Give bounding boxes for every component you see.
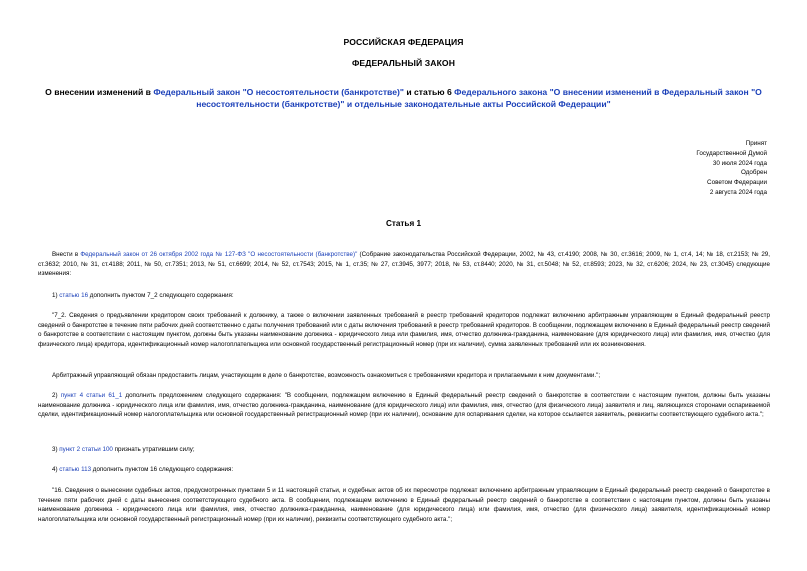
title-text-1: О внесении изменений в [45, 87, 154, 97]
approved-date: 2 августа 2024 года [709, 188, 767, 196]
item-4-number: 4) [52, 466, 60, 473]
article-heading: Статья 1 [385, 219, 422, 228]
item-2-text: дополнить предложением следующего содержания: "В сообщении, подлежащем включению в Единый федеральный реестр сведений о банкротстве в соответствии с настоящим пунктом, должны быть указаны наименование должника - юридического лица или фамилия, имя, отчество должника-гражданина, наименование (для юридического лица) или фамилия, имя, отчество (для физического лица) заявителя и лиц, являющихся сторонами оспариваемой сделки, идентификационный номер налогоплательщика или основной государственный регистрационный номер (при их наличии), основание для оспаривания сделки, на которое ссылается заявитель, реквизиты соответствующего судебного акта."; [38, 392, 770, 419]
item-3 [38, 445, 770, 455]
item-4-text: дополнить пунктом 16 следующего содержания: [91, 466, 234, 473]
item-2-number: 2) [52, 392, 61, 399]
intro-law-link[interactable]: Федеральный закон от 26 октября 2002 года № 127-ФЗ "О несостоятельности (банкротстве)" [80, 251, 358, 258]
item-3-number: 3) [52, 446, 60, 453]
approved-by: Советом Федерации [707, 179, 767, 187]
title-text-2: и статью 6 [403, 87, 455, 97]
quote-7-2-continued: Арбитражный управляющий обязан предоставить лицам, участвующим в деле о банкротстве, возможность ознакомиться с требованиями кредитора и прилагаемыми к ним документами."; [52, 372, 601, 379]
item-4 [38, 465, 770, 475]
adopted-by: Государственной Думой [696, 149, 767, 157]
item-1-number: 1) [52, 292, 60, 299]
approved-label: Одобрен [740, 169, 767, 177]
item-1-text: дополнить пунктом 7_2 следующего содержания: [88, 292, 234, 299]
item-3-link[interactable]: пункт 2 статьи 100 [59, 446, 113, 453]
adopted-label: Принят [745, 140, 767, 147]
title-link-amendment-law[interactable]: Федерального закона "О внесении изменений в Федеральный закон "О несостоятельности (банкротстве)" и отдельные законодательные акты Российской Федерации" [196, 87, 762, 109]
intro-paragraph [38, 250, 770, 279]
adoption-block [696, 139, 767, 198]
item-1-link[interactable]: статью 16 [59, 292, 89, 299]
item-2 [38, 391, 770, 420]
law-type-heading: ФЕДЕРАЛЬНЫЙ ЗАКОН [351, 58, 456, 68]
item-2-link[interactable]: пункт 4 статьи 61_1 [60, 392, 123, 399]
adopted-date: 30 июля 2024 года [712, 159, 767, 167]
title-link-bankruptcy-law[interactable]: Федеральный закон "О несостоятельности (банкротстве)" [153, 87, 404, 97]
quote-16: "16. Сведения о вынесении судебных актов, предусмотренных пунктами 5 и 11 настоящей статьи, и судебных актов об их пересмотре подлежат включению арбитражным управляющим в Единый федеральный реестр сведений о банкротстве в течение пяти рабочих дней с даты вынесения соответствующего судебного акта. В сообщении, подлежащем включению в Единый федеральный реестр сведений о банкротстве в соответствии с настоящим пунктом, должны быть указаны наименование должника - юридического лица или фамилия, имя, отчество должника-гражданина, наименование (для юридического лица) или фамилия, имя, отчество (для физического лица) заявителя, идентификационный номер налогоплательщика или основной государственный регистрационный номер (при их наличии), реквизиты соответствующего судебного акта."; [38, 487, 770, 523]
item-3-text: признать утратившим силу; [112, 446, 195, 453]
quote-7-2: "7_2. Сведения о предъявлении кредитором своих требований к должнику, а также о включении заявленных требований в реестр требований кредиторов подлежат включению арбитражным управляющим в Единый федеральный реестр сведений о банкротстве в течение пяти рабочих дней соответственно с даты получения требований или с даты включения требований в реестр требований кредиторов. В сообщении, подлежащем включению в Единый федеральный реестр сведений о банкротстве в соответствии с настоящим пунктом, должны быть указаны наименование должника - юридического лица или фамилия, имя, отчество должника-гражданина, наименование (для юридического лица) или фамилия, имя, отчество (для физического лица) кредитора, идентификационный номер налогоплательщика или основной государственный регистрационный номер (при их наличии), сумма заявленных требований или их возникновения. [38, 312, 770, 348]
item-4-link[interactable]: статью 113 [59, 466, 92, 473]
intro-text: Внести в [52, 251, 81, 258]
intro-text-post: (Собрание законодательства Российской Федерации, 2002, № 43, ст.4190; 2008, № 30, ст.3616; 2009, № 1, ст.4, 14; № 18, ст.2153; № 29, ст.3632; 2010, № 31, ст.4188; 2011, № 50, ст.7351; 2013, № 51, ст.6699; 2014, № 52, ст.7543; 2015, № 1, ст.35; № 27, ст.3945, 3977; 2018, № 53, ст.8440; 2020, № 31, ст.5048; № 52, ст.8593; 2023, № 32, ст.6206; 2024, № 23, ст.3045) следующие изменения: [38, 251, 771, 278]
country-heading: РОССИЙСКАЯ ФЕДЕРАЦИЯ [343, 37, 464, 47]
law-title [38, 86, 769, 110]
item-1 [38, 291, 770, 301]
